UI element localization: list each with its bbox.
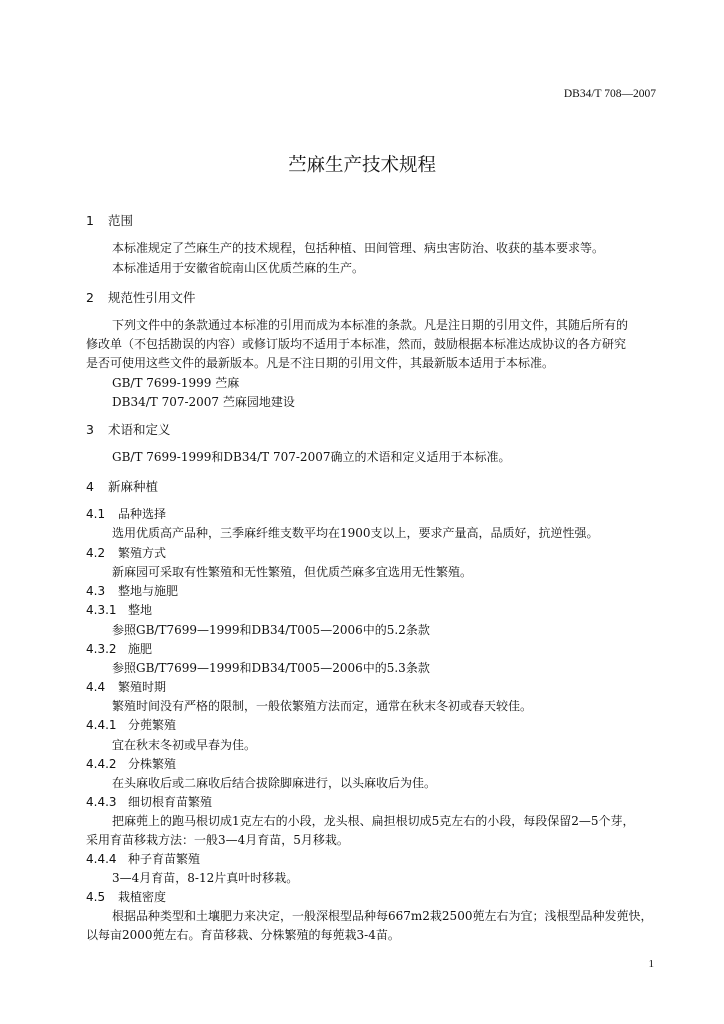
paragraph: 采用育苗移栽方法：一般3—4月育苗，5月移栽。 <box>86 833 349 847</box>
paragraph: 3—4月育苗，8-12片真叶时移栽。 <box>112 871 299 885</box>
subsection-4-4-4-heading <box>86 850 200 867</box>
section-number: 4.4.3 <box>86 795 117 809</box>
subsection-4-3-heading <box>86 582 178 599</box>
section-title: 栽植密度 <box>118 890 167 904</box>
section-title: 分蔸繁殖 <box>128 718 177 732</box>
section-number: 4.3 <box>86 584 106 598</box>
reference-item: DB34/T 707-2007 苎麻园地建设 <box>112 395 295 409</box>
section-title: 种子育苗繁殖 <box>128 852 201 866</box>
subsection-4-5-heading <box>86 888 166 905</box>
section-number: 4.3.1 <box>86 603 117 617</box>
section-title: 规范性引用文件 <box>108 290 196 305</box>
section-number: 4.5 <box>86 890 106 904</box>
section-number: 3 <box>86 422 94 437</box>
section-title: 术语和定义 <box>108 422 171 437</box>
subsection-4-3-1-heading <box>86 601 152 618</box>
section-title: 繁殖时期 <box>118 680 167 694</box>
subsection-4-4-3-heading <box>86 793 212 810</box>
page-number: 1 <box>648 958 654 970</box>
paragraph: 宜在秋末冬初或早春为佳。 <box>112 738 257 752</box>
reference-item: GB/T 7699-1999 苎麻 <box>112 376 240 390</box>
paragraph: 在头麻收后或二麻收后结合拔除脚麻进行，以头麻收后为佳。 <box>112 776 437 790</box>
section-title: 新麻种植 <box>108 479 159 494</box>
section-title: 施肥 <box>128 642 153 656</box>
section-3-heading <box>86 420 171 438</box>
section-number: 1 <box>86 213 94 228</box>
subsection-4-2-heading <box>86 544 166 561</box>
section-1-heading <box>86 211 133 229</box>
paragraph: GB/T 7699-1999和DB34/T 707-2007确立的术语和定义适用于本标准。 <box>112 450 511 464</box>
paragraph: 把麻蔸上的跑马根切成1克左右的小段，龙头根、扁担根切成5克左右的小段，每段保留2—5个芽， <box>112 814 635 828</box>
section-title: 繁殖方式 <box>118 546 167 560</box>
paragraph: 是否可使用这些文件的最新版本。凡是不注日期的引用文件，其最新版本适用于本标准。 <box>86 356 555 370</box>
section-number: 4.4.4 <box>86 852 117 866</box>
subsection-4-1-heading <box>86 505 166 522</box>
paragraph: 本标准规定了苎麻生产的技术规程，包括种植、田间管理、病虫害防治、收获的基本要求等。 <box>112 241 605 255</box>
section-4-heading <box>86 477 158 495</box>
section-number: 4.4.1 <box>86 718 117 732</box>
section-title: 分株繁殖 <box>128 757 177 771</box>
section-number: 4.4.2 <box>86 757 117 771</box>
section-number: 4 <box>86 479 94 494</box>
section-2-heading <box>86 288 196 306</box>
section-number: 4.1 <box>86 507 106 521</box>
section-number: 2 <box>86 290 94 305</box>
section-title: 范围 <box>108 213 134 228</box>
subsection-4-4-heading <box>86 678 166 695</box>
paragraph: 根据品种类型和土壤肥力来决定，一般深根型品种每667m2栽2500蔸左右为宜；浅根型品种发蔸快， <box>112 909 653 923</box>
paragraph: 选用优质高产品种，三季麻纤维支数平均在1900支以上，要求产量高，品质好，抗逆性强。 <box>112 526 599 540</box>
paragraph: 新麻园可采取有性繁殖和无性繁殖，但优质苎麻多宜选用无性繁殖。 <box>112 565 473 579</box>
section-title: 整地与施肥 <box>118 584 179 598</box>
paragraph: 修改单（不包括勘误的内容）或修订版均不适用于本标准，然而，鼓励根据本标准达成协议的各方研究 <box>86 337 627 351</box>
section-title: 品种选择 <box>118 507 167 521</box>
paragraph: 参照GB/T7699—1999和DB34/T005—2006中的5.3条款 <box>112 661 430 675</box>
subsection-4-3-2-heading <box>86 640 152 657</box>
section-title: 细切根育苗繁殖 <box>128 795 213 809</box>
paragraph: 下列文件中的条款通过本标准的引用而成为本标准的条款。凡是注日期的引用文件，其随后所有的 <box>112 318 629 332</box>
paragraph: 参照GB/T7699—1999和DB34/T005—2006中的5.2条款 <box>112 623 430 637</box>
section-number: 4.2 <box>86 546 106 560</box>
section-title: 整地 <box>128 603 153 617</box>
paragraph: 以每亩2000蔸左右。育苗移栽、分株繁殖的每蔸栽3-4苗。 <box>86 928 400 942</box>
section-number: 4.3.2 <box>86 642 117 656</box>
paragraph: 本标准适用于安徽省皖南山区优质苎麻的生产。 <box>112 261 365 275</box>
subsection-4-4-1-heading <box>86 716 176 733</box>
document-number: DB34/T 708—2007 <box>563 88 656 100</box>
section-number: 4.4 <box>86 680 106 694</box>
page-title: 苎麻生产技术规程 <box>287 155 436 176</box>
paragraph: 繁殖时间没有严格的限制，一般依繁殖方法而定，通常在秋末冬初或春天较佳。 <box>112 699 533 713</box>
subsection-4-4-2-heading <box>86 755 176 772</box>
